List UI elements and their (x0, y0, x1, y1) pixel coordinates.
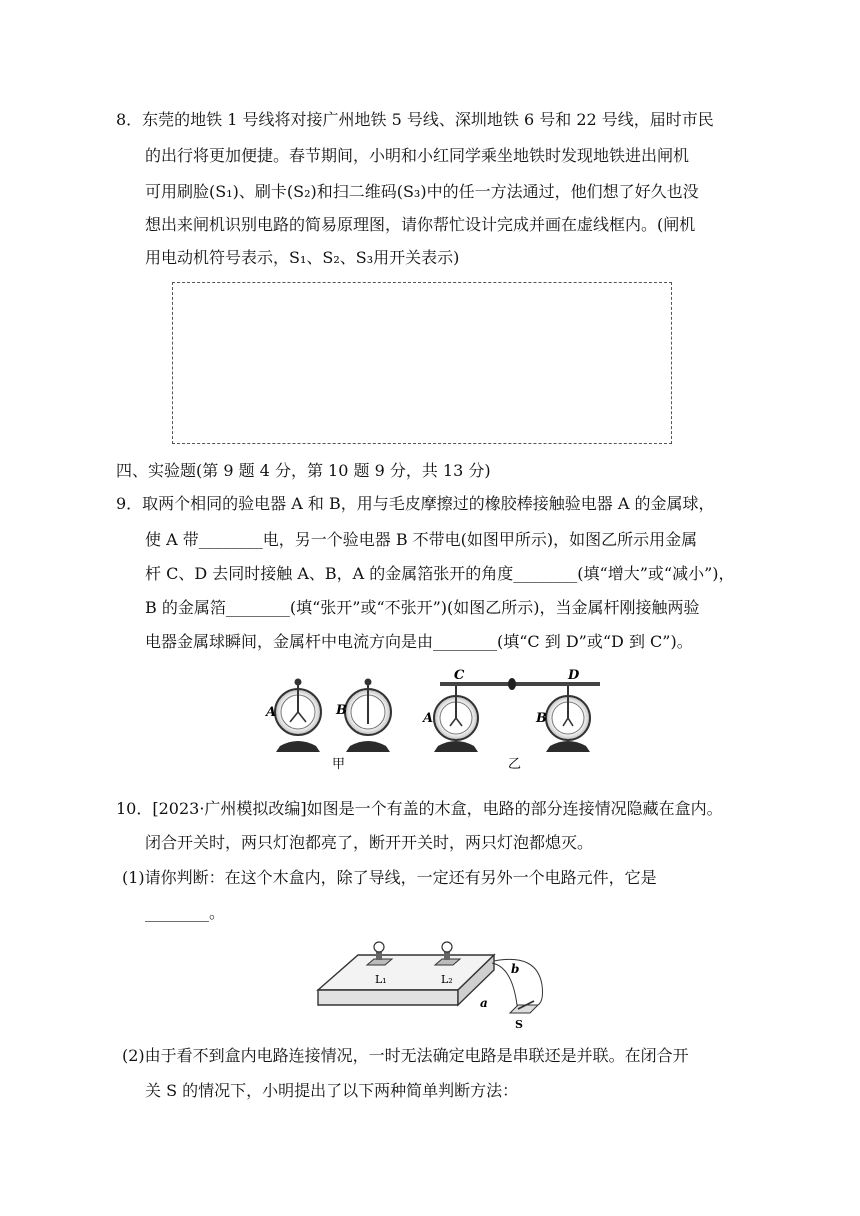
bulb-l1 (367, 942, 392, 965)
caption-yi: 乙 (508, 757, 522, 772)
label-d: D (568, 668, 580, 683)
label-s: S (515, 1018, 523, 1031)
electroscope-figure (258, 668, 608, 774)
label-b-jia: B (336, 703, 347, 718)
answer-dashed-box[interactable] (172, 282, 672, 444)
q10-sub2-line-1: (2)由于看不到盒内电路连接情况，一时无法确定电路是串联还是并联。在闭合开 (122, 1046, 689, 1065)
q9-line-3: 杆 C、D 去同时接触 A、B，A 的金属箔张开的角度________(填“增大”或“减小”)， (145, 564, 735, 583)
q9-line-2: 使 A 带________电，另一个验电器 B 不带电(如图甲所示)，如图乙所示用金属 (145, 530, 698, 549)
q8-line-1: 8．东莞的地铁 1 号线将对接广州地铁 5 号线、深圳地铁 6 号和 22 号线，届时市民 (116, 110, 714, 129)
q8-line-3: 可用刷脸(S₁)、刷卡(S₂)和扫二维码(S₃)中的任一方法通过，他们想了好久也没 (145, 182, 699, 201)
q10-line-2: 闭合开关时，两只灯泡都亮了，断开开关时，两只灯泡都熄灭。 (145, 833, 594, 852)
electroscope-a-jia (275, 679, 321, 753)
q10-sub1-line-1: (1)请你判断：在这个木盒内，除了导线，一定还有另外一个电路元件，它是 (122, 868, 657, 887)
label-l2: L₂ (441, 973, 453, 986)
label-l1: L₁ (375, 973, 387, 986)
q10-sub2-line-2: 关 S 的情况下，小明提出了以下两种简单判断方法： (145, 1081, 519, 1100)
wooden-box-figure (312, 935, 552, 1031)
electroscope-b-jia (345, 679, 391, 753)
label-b-wire: b (511, 962, 520, 976)
section-heading: 四、实验题(第 9 题 4 分，第 10 题 9 分，共 13 分) (116, 461, 491, 480)
q9-line-5: 电器金属球瞬间，金属杆中电流方向是由________(填“C 到 D”或“D 到 C”)。 (145, 632, 693, 651)
bulb-l2 (435, 942, 460, 965)
q8-line-5: 用电动机符号表示，S₁、S₂、S₃用开关表示) (145, 248, 460, 267)
q9-line-4: B 的金属箔________(填“张开”或“不张开”)(如图乙所示)，当金属杆刚接触两验 (145, 598, 700, 617)
label-b-yi: B (536, 711, 547, 726)
label-c: C (454, 668, 465, 683)
q10-line-1: 10．[2023·广州模拟改编]如图是一个有盖的木盒，电路的部分连接情况隐藏在盒内。 (116, 799, 723, 818)
q10-sub1-line-2: ________。 (145, 903, 226, 922)
label-a-jia: A (266, 705, 277, 720)
caption-jia: 甲 (332, 757, 346, 772)
wooden-box (318, 955, 494, 1005)
q8-line-4: 想出来闸机识别电路的简易原理图，请你帮忙设计完成并画在虚线框内。(闸机 (145, 215, 696, 234)
electroscope-a-yi (434, 686, 478, 752)
electroscope-b-yi (546, 686, 590, 752)
label-a-yi: A (423, 711, 434, 726)
label-a-wire: a (480, 996, 488, 1010)
switch-s (510, 1001, 538, 1013)
q9-line-1: 9．取两个相同的验电器 A 和 B，用与毛皮摩擦过的橡胶棒接触验电器 A 的金属球， (116, 494, 715, 513)
q8-line-2: 的出行将更加便捷。春节期间，小明和小红同学乘坐地铁时发现地铁进出闸机 (145, 146, 690, 165)
